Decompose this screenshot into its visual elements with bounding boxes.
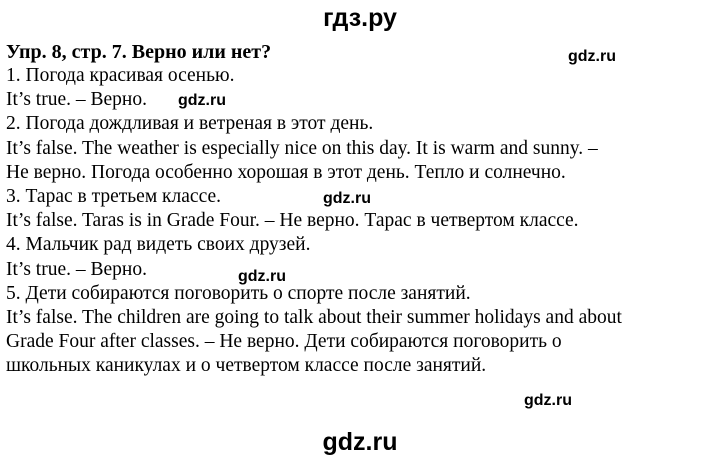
text-line: Не верно. Погода особенно хорошая в этот день. Тепло и солнечно. xyxy=(6,161,566,183)
text-line: 1. Погода красивая осенью. xyxy=(6,65,235,86)
text-line: 3. Тарас в третьем классе. xyxy=(6,186,221,208)
watermark: gdz.ru xyxy=(524,392,572,409)
text-line: школьных каникулах и о четвертом классе после занятий. xyxy=(6,355,487,377)
text-line: It’s true. – Верно. xyxy=(6,258,147,280)
text-line: It’s false. Taras is in Grade Four. – Не верно. Тарас в четвертом классе. xyxy=(6,210,579,232)
watermark: gdz.ru xyxy=(178,92,226,109)
exercise-title: Упр. 8, стр. 7. Верно или нет? xyxy=(6,41,272,63)
watermark: gdz.ru xyxy=(323,190,371,207)
text-line: 2. Погода дождливая и ветреная в этот день. xyxy=(6,113,374,135)
exercise-content xyxy=(6,40,714,379)
watermark: gdz.ru xyxy=(238,268,286,285)
site-header: гдз.ру xyxy=(323,4,397,32)
site-footer: gdz.ru xyxy=(322,428,398,456)
text-line: It’s false. The weather is especially nice on this day. It is warm and sunny. – xyxy=(6,137,598,159)
text-line: Grade Four after classes. – Не верно. Дети собираются поговорить о xyxy=(6,331,562,353)
text-line: 5. Дети собираются поговорить о спорте после занятий. xyxy=(6,282,471,304)
text-line: It’s false. The children are going to talk about their summer holidays and about xyxy=(6,307,622,329)
text-line: It’s true. – Верно. xyxy=(6,89,147,111)
watermark: gdz.ru xyxy=(568,48,616,65)
text-line: 4. Мальчик рад видеть своих друзей. xyxy=(6,234,311,256)
